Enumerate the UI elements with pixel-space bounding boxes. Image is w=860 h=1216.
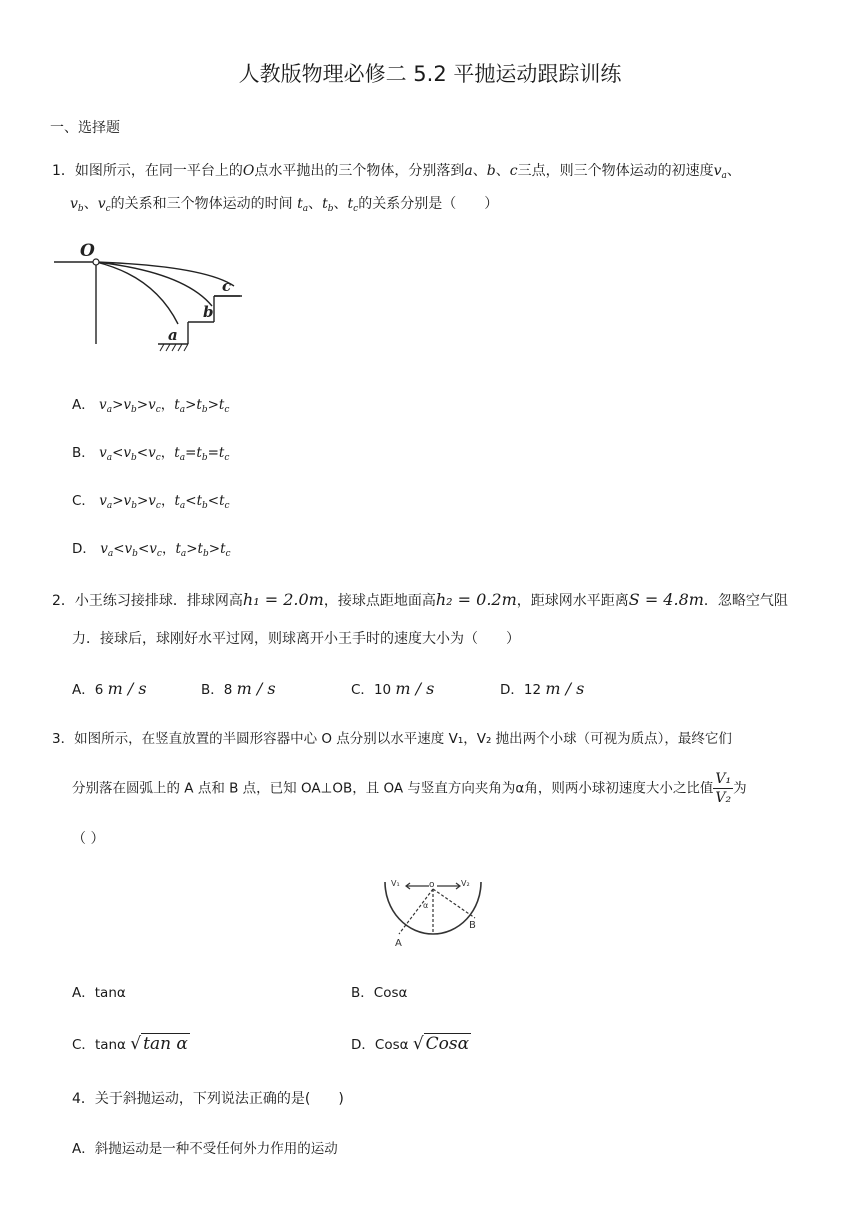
option-letter: C． (351, 682, 374, 698)
frac-num: V₁ (715, 771, 732, 787)
q1-figure (54, 236, 254, 356)
q1-sep: 、 (308, 196, 323, 212)
q1-sub: a (302, 204, 309, 214)
option-letter: B． (201, 682, 224, 698)
q1-sep: 、 (333, 196, 348, 212)
q1-v: v (97, 196, 106, 212)
q2-h1: h₁ = 2.0m (242, 590, 324, 609)
q2-option-b[interactable] (201, 678, 276, 698)
q1-line1 (52, 160, 741, 181)
sqrt-expression: √ tan α (130, 1034, 188, 1054)
q1-t: t (347, 196, 354, 212)
option-num: 10 (373, 682, 392, 698)
q1-point-o: O (242, 163, 255, 179)
sqrt-expression: √ Cosα (412, 1034, 470, 1054)
q1-sub: c (105, 204, 111, 214)
fig3-label-v2: V₂ (461, 879, 470, 888)
q1-option-a[interactable]: A． $v_a>v_b>v_c$，$t_a>t_b>t_c$ (72, 397, 230, 415)
option-letter: A． (72, 682, 95, 698)
option-letter: C． (72, 493, 95, 509)
fig1-label-o: O (80, 241, 95, 261)
q1-sub: b (77, 204, 84, 214)
q1-t: t (322, 196, 328, 212)
q2-option-c[interactable] (351, 678, 434, 698)
option-text: Cosα (374, 1037, 409, 1053)
q1-text-d: 的关系和三个物体运动的时间 (110, 196, 293, 212)
q1-point-a: a (464, 163, 473, 179)
fig3-label-alpha: α (423, 901, 429, 910)
q3-line1: 3．如图所示，在竖直放置的半圆形容器中心 O 点分别以水平速度 V₁，V₂ 抛出两个小球（可视为质点），最终它们 (52, 731, 732, 747)
q2-line1 (52, 590, 788, 610)
q1-option-c[interactable]: C． $v_a>v_b>v_c$，$t_a<t_b<t_c$ (72, 493, 230, 511)
fig3-label-a: A (395, 938, 402, 949)
q3-fraction (713, 770, 733, 807)
option-unit: m / s (545, 679, 585, 698)
q1-line2 (70, 193, 498, 214)
q1-sep: 、 (83, 196, 98, 212)
radicand: Cosα (425, 1034, 470, 1054)
option-letter: A． (72, 397, 95, 413)
option-num: 12 (523, 682, 542, 698)
q1-text-a: 1．如图所示，在同一平台上的 (52, 163, 243, 179)
q1-sep: 、 (726, 163, 741, 179)
option-unit: m / s (107, 679, 147, 698)
option-text: Cosα (373, 985, 408, 1001)
option-text: tanα (94, 985, 126, 1001)
q3-option-a[interactable] (72, 981, 126, 1001)
q4-option-a[interactable] (72, 1137, 338, 1157)
q3-option-b[interactable] (351, 981, 407, 1001)
q1-v: v (70, 196, 78, 212)
q2-text-2: ，接球点距地面高 (323, 593, 436, 609)
fig1-label-a: a (168, 326, 178, 344)
radicand: tan α (143, 1034, 188, 1054)
page-title: 人教版物理必修二 5.2 平抛运动跟踪训练 (238, 62, 622, 86)
q2-h2: h₂ = 0.2m (435, 590, 517, 609)
q1-sub: c (353, 204, 359, 214)
q2-text-3: ，距球网水平距离 (516, 593, 629, 609)
option-num: 8 (223, 682, 233, 698)
q1-sep: 、 (472, 163, 487, 179)
q3-line3: （ ） (72, 831, 105, 847)
option-letter: B． (72, 445, 95, 461)
q3-figure (377, 872, 489, 956)
section-heading: 一、选择题 (50, 120, 120, 136)
q3-option-c[interactable] (72, 1033, 190, 1054)
option-text: tanα (94, 1037, 126, 1053)
option-letter: B． (351, 985, 374, 1001)
option-letter: D． (351, 1037, 375, 1053)
q1-sub: a (721, 171, 727, 181)
fig3-label-b: B (469, 920, 476, 931)
q2-line2: 力．接球后，球刚好水平过网，则球离开小王手时的速度大小为（ ） (72, 631, 520, 647)
q2-s: S = 4.8m (628, 590, 704, 609)
q1-text-c: 三点，则三个物体运动的初速度 (517, 163, 714, 179)
q3-text-end: 为 (733, 780, 747, 797)
q1-point-b: b (486, 163, 496, 179)
q3-option-d[interactable] (351, 1033, 471, 1054)
option-letter: C． (72, 1037, 95, 1053)
option-letter: A． (72, 1141, 95, 1157)
q1-text-b: 点水平抛出的三个物体，分别落到 (254, 163, 465, 179)
q3-line2 (72, 770, 747, 807)
q2-text-1: 2．小王练习接排球．排球网高 (52, 593, 243, 609)
option-unit: m / s (395, 679, 435, 698)
option-letter: A． (72, 985, 95, 1001)
option-num: 6 (94, 682, 104, 698)
fig1-label-c: c (222, 277, 232, 295)
q1-t: t (297, 196, 303, 212)
q2-option-a[interactable] (72, 678, 147, 698)
q1-option-d[interactable]: D． $v_a<v_b<v_c$，$t_a>t_b>t_c$ (72, 541, 231, 559)
fig3-label-v1: V₁ (391, 879, 400, 888)
q1-v: v (713, 163, 722, 179)
option-unit: m / s (236, 679, 276, 698)
q1-option-b[interactable]: B． $v_a<v_b<v_c$，$t_a=t_b=t_c$ (72, 445, 230, 463)
option-text: 斜抛运动是一种不受任何外力作用的运动 (94, 1141, 338, 1157)
q1-sub: b (327, 204, 334, 214)
q2-option-d[interactable] (500, 678, 584, 698)
q3-text: 分别落在圆弧上的 A 点和 B 点，已知 OA⊥OB，且 OA 与竖直方向夹角为α角，则两小球初速度大小之比值 (72, 780, 714, 797)
q2-text-4: ．忽略空气阻 (703, 593, 788, 609)
q1-text-e: 的关系分别是（ ） (358, 196, 499, 212)
fig3-label-o: o (429, 880, 435, 890)
q1-sep: 、 (495, 163, 510, 179)
q4-stem: 4．关于斜抛运动，下列说法正确的是( ) (72, 1091, 344, 1107)
option-letter: D． (72, 541, 96, 557)
option-letter: D． (500, 682, 524, 698)
frac-den: V₂ (715, 790, 732, 806)
fig1-label-b: b (203, 303, 214, 321)
q1-point-c: c (509, 163, 518, 179)
